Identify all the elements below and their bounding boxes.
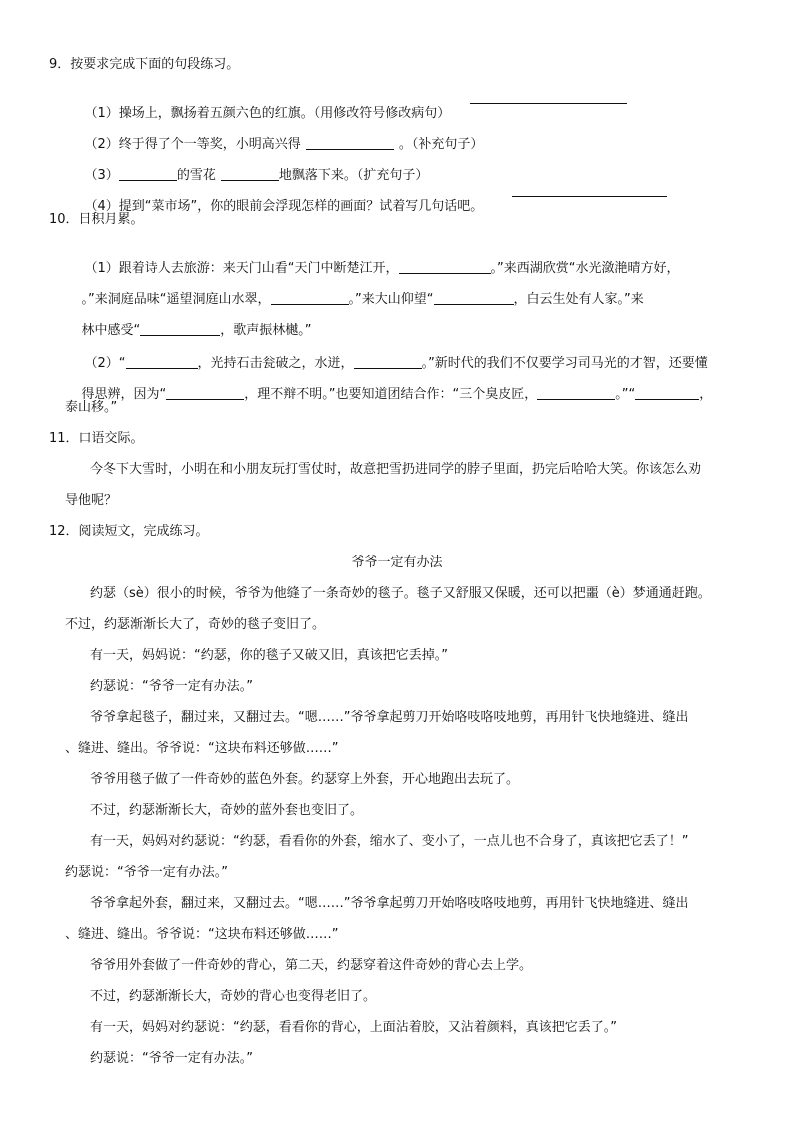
q9-item1-answer-blank[interactable] xyxy=(470,90,627,104)
q9-item4-answer-blank[interactable] xyxy=(512,183,667,197)
story-line: 、缝进、缝出。爷爷说：“这块布料还够做……” xyxy=(65,927,339,942)
story-line: 不过，约瑟渐渐长大，奇妙的背心也变得老旧了。 xyxy=(90,989,377,1004)
q9-heading: 9．按要求完成下面的句段练习。 xyxy=(49,57,240,72)
q9-item1-text: （1）操场上，飘扬着五颜六色的红旗。（用修改符号修改病句） xyxy=(84,106,451,121)
q10-heading: 10．日积月累。 xyxy=(49,212,144,227)
story-title: 爷爷一定有办法 xyxy=(351,555,443,570)
q10-p2-line3: 泰山移。” xyxy=(65,400,118,415)
story-line: 约瑟（sè）很小的时候，爷爷为他缝了一条奇妙的毯子。毯子又舒服又保暖，还可以把噩（è）梦通通赶跑。 xyxy=(90,586,711,601)
story-line: 有一天，妈妈说：“约瑟，你的毯子又破又旧，真该把它丢掉。” xyxy=(90,648,448,663)
story-line: 约瑟说：“爷爷一定有办法。” xyxy=(90,1051,253,1066)
q9-item2-blank[interactable] xyxy=(306,136,394,150)
story-line: 有一天，妈妈对约瑟说：“约瑟，看看你的背心，上面沾着胶，又沾着颜料，真该把它丢了。” xyxy=(90,1020,617,1035)
q10-blank-dongting[interactable] xyxy=(271,291,349,305)
q10-p2-l1-b: ，光持石击瓮破之，水迸， xyxy=(197,356,354,371)
story-line: 、缝进、缝出。爷爷说：“这块布料还够做……” xyxy=(65,741,339,756)
q10-blank-sima-2[interactable] xyxy=(354,355,422,369)
q10-p2-l1-c: 。”新时代的我们不仅要学习司马光的才智，还要懂 xyxy=(421,356,708,371)
q10-blank-sibian[interactable] xyxy=(166,386,244,400)
q10-blank-sima-1[interactable] xyxy=(126,355,198,369)
q10-blank-taishan[interactable] xyxy=(635,386,699,400)
story-line: 不过，约瑟渐渐长大了，奇妙的毯子变旧了。 xyxy=(65,617,326,632)
story-line: 约瑟说：“爷爷一定有办法。” xyxy=(65,865,228,880)
q10-p1-l2-b: 。”来大山仰望“ xyxy=(348,292,434,307)
story-line: 爷爷用外套做了一件奇妙的背心，第二天，约瑟穿着这件奇妙的背心去上学。 xyxy=(90,958,533,973)
story-line: 爷爷拿起外套，翻过来，又翻过去。“嗯……”爷爷拿起剪刀开始咯吱咯吱地剪，再用针飞快地缝进、缝出 xyxy=(90,896,689,911)
q9-item2-text-before: （2）终于得了个一等奖，小明高兴得 xyxy=(84,137,301,152)
q10-p1-l2-c: ，白云生处有人家。”来 xyxy=(513,292,644,307)
story-line: 爷爷拿起毯子，翻过来，又翻过去。“嗯……”爷爷拿起剪刀开始咯吱咯吱地剪，再用针飞快地缝进、缝出 xyxy=(90,710,689,725)
story-line: 有一天，妈妈对约瑟说：“约瑟，看看你的外套，缩水了、变小了，一点儿也不合身了，真该把它丢了！” xyxy=(90,834,689,849)
q10-blank-tianmen[interactable] xyxy=(399,260,491,274)
q10-p2-line2 xyxy=(65,368,712,422)
q10-p1-l3-a: 林中感受“ xyxy=(81,323,141,338)
q10-p2-l2-d: ， xyxy=(699,387,713,402)
q10-p2-l1-a: （2）“ xyxy=(84,356,126,371)
q11-heading: 11．口语交际。 xyxy=(49,431,144,446)
story-line: 约瑟说：“爷爷一定有办法。” xyxy=(90,679,253,694)
story-line: 不过，约瑟渐渐长大，奇妙的蓝外套也变旧了。 xyxy=(90,803,364,818)
q11-line1: 今冬下大雪时，小明在和小朋友玩打雪仗时，故意把雪扔进同学的脖子里面，扔完后哈哈大笑。你该怎么劝 xyxy=(90,462,702,477)
q10-p2-l2-b: ，理不辩不明。”也要知道团结合作：“三个臭皮匠， xyxy=(244,387,538,402)
q10-p2-l2-c: 。”“ xyxy=(615,387,636,402)
q9-item3-suffix: 地飘落下来。（扩充句子） xyxy=(278,168,429,183)
q10-blank-pijiang[interactable] xyxy=(537,386,615,400)
q9-item3-mid: 的雪花 xyxy=(176,168,216,183)
q9-item4-text: （4）提到“菜市场”，你的眼前会浮现怎样的画面？试着写几句话吧。 xyxy=(84,199,484,214)
q9-item3-prefix: （3） xyxy=(84,168,119,183)
q10-p1-l1-a: （1）跟着诗人去旅游：来天门山看“天门中断楚江开， xyxy=(84,261,399,276)
q12-heading: 12．阅读短文，完成练习。 xyxy=(49,524,209,539)
q10-p1-l1-b: 。”来西湖欣赏“水光潋滟晴方好， xyxy=(490,261,680,276)
q10-p1-l3-b: ，歌声振林樾。” xyxy=(220,323,312,338)
q10-blank-linzhong[interactable] xyxy=(140,322,220,336)
q9-item2-text-after: 。（补充句子） xyxy=(398,137,484,152)
q10-blank-dashan[interactable] xyxy=(434,291,514,305)
q9-item3-blank-2[interactable] xyxy=(221,167,279,181)
story-line: 爷爷用毯子做了一件奇妙的蓝色外套。约瑟穿上外套，开心地跑出去玩了。 xyxy=(90,772,520,787)
q9-item3-blank-1[interactable] xyxy=(119,167,177,181)
q10-p1-l2-a: 。”来洞庭品味“遥望洞庭山水翠， xyxy=(81,292,271,307)
q10-p2-l2-a: 得思辨，因为“ xyxy=(81,387,167,402)
q11-line2: 导他呢？ xyxy=(65,493,118,508)
